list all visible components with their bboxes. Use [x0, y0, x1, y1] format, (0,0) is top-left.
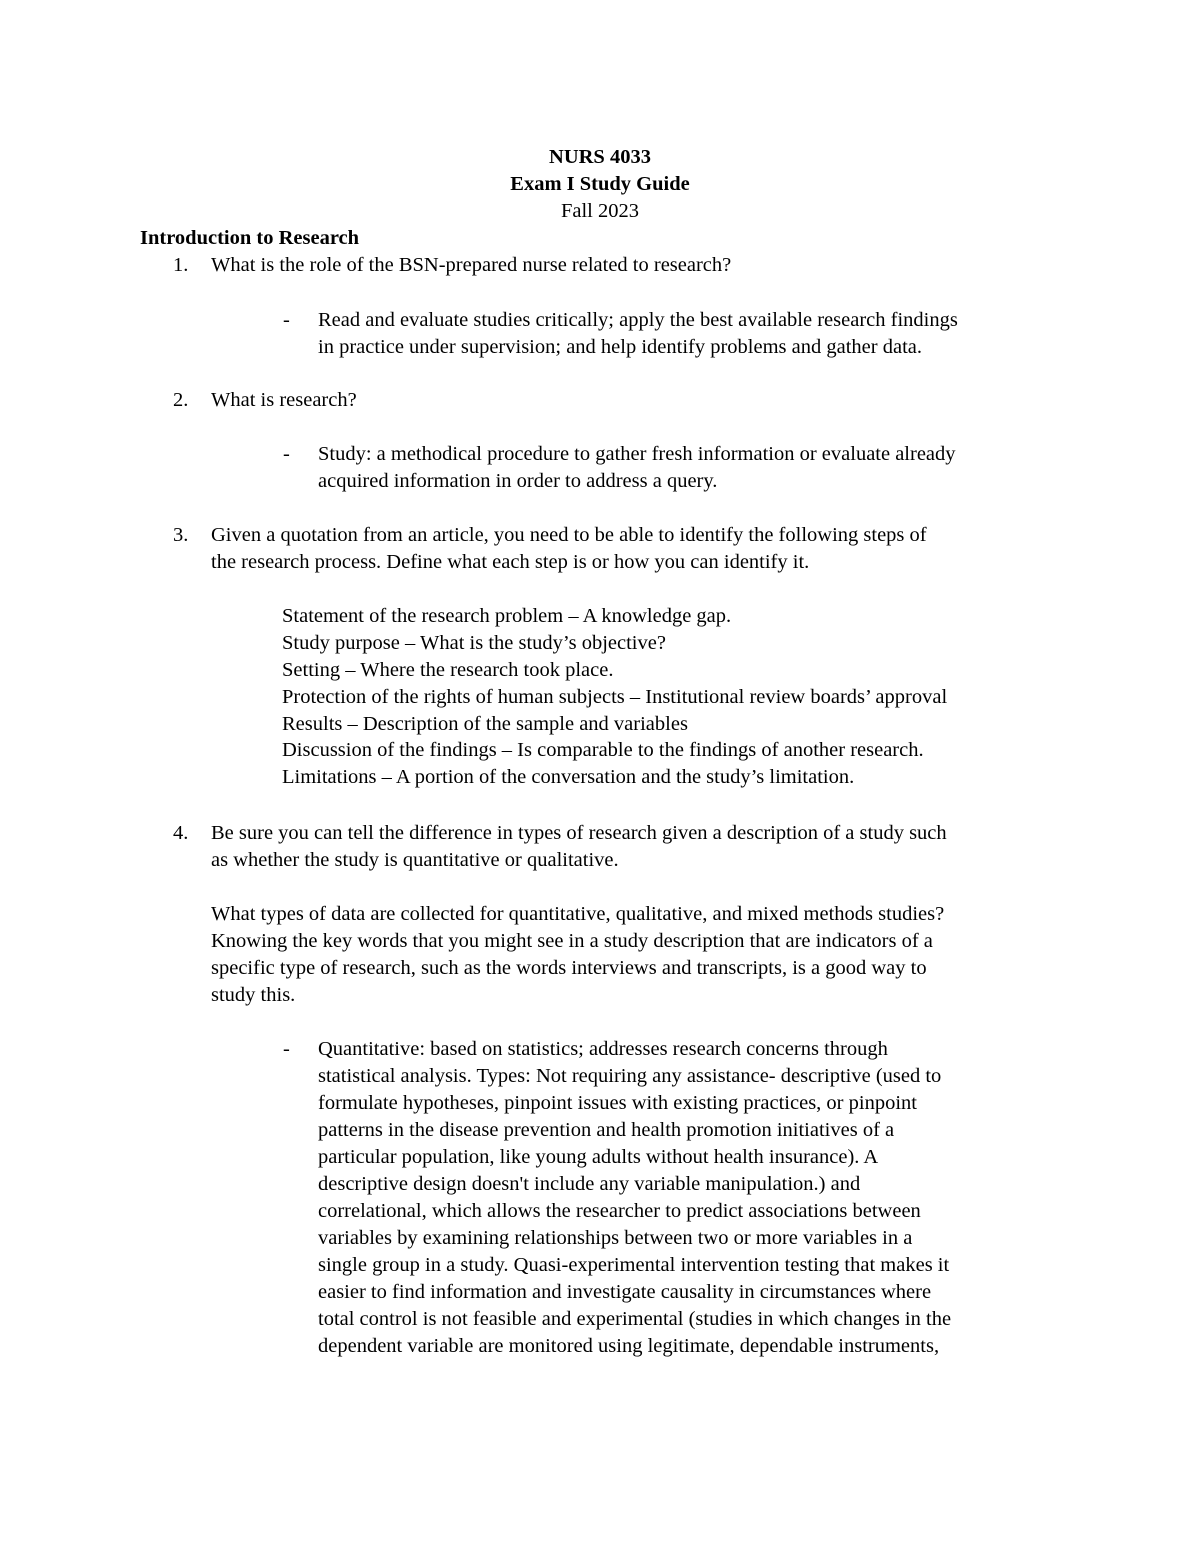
q3-text-line: Given a quotation from an article, you need to be able to identify the following steps of [211, 524, 927, 546]
q3-text-line: the research process. Define what each step is or how you can identify it. [211, 551, 810, 573]
q2-answer-line: Study: a methodical procedure to gather fresh information or evaluate already [318, 443, 956, 465]
q1-answer-line: Read and evaluate studies critically; apply the best available research findings [318, 309, 958, 331]
q2-bullet-marker: - [283, 443, 290, 465]
q4-paragraph-line: specific type of research, such as the words interviews and transcripts, is a good way to [211, 957, 927, 979]
course-code: NURS 4033 [549, 146, 651, 168]
q4-paragraph-line: What types of data are collected for quantitative, qualitative, and mixed methods studies? [211, 903, 945, 925]
q4-answer-line: formulate hypotheses, pinpoint issues with existing practices, or pinpoint [318, 1092, 917, 1114]
research-step: Study purpose – What is the study’s objective? [282, 632, 666, 654]
q4-number: 4. [173, 822, 189, 844]
research-step: Statement of the research problem – A knowledge gap. [282, 605, 732, 627]
q2-answer-line: acquired information in order to address a query. [318, 470, 718, 492]
q1-number: 1. [173, 254, 189, 276]
q4-answer-line: descriptive design doesn't include any variable manipulation.) and [318, 1173, 861, 1195]
document-title: Exam I Study Guide [510, 173, 690, 195]
research-step: Setting – Where the research took place. [282, 659, 614, 681]
research-step: Protection of the rights of human subjects – Institutional review boards’ approval [282, 686, 948, 708]
q4-answer-line: particular population, like young adults without health insurance). A [318, 1146, 879, 1168]
q4-answer-line: variables by examining relationships between two or more variables in a [318, 1227, 913, 1249]
q4-answer-line: dependent variable are monitored using legitimate, dependable instruments, [318, 1335, 940, 1357]
q4-answer-line: correlational, which allows the researcher to predict associations between [318, 1200, 921, 1222]
q4-answer-line: patterns in the disease prevention and health promotion initiatives of a [318, 1119, 895, 1141]
q4-text-line: Be sure you can tell the difference in types of research given a description of a study such [211, 822, 947, 844]
section-heading: Introduction to Research [140, 227, 360, 249]
q1-answer-line: in practice under supervision; and help identify problems and gather data. [318, 336, 922, 358]
q4-paragraph-line: study this. [211, 984, 296, 1006]
q4-answer-line: Quantitative: based on statistics; addresses research concerns through [318, 1038, 888, 1060]
term: Fall 2023 [560, 200, 640, 222]
q2-text: What is research? [211, 389, 357, 411]
q4-paragraph-line: Knowing the key words that you might see in a study description that are indicators of a [211, 930, 933, 952]
q4-text-line: as whether the study is quantitative or qualitative. [211, 849, 619, 871]
q1-text: What is the role of the BSN-prepared nurse related to research? [211, 254, 732, 276]
q4-bullet-marker: - [283, 1038, 290, 1060]
research-step: Limitations – A portion of the conversation and the study’s limitation. [282, 766, 855, 788]
q1-bullet-marker: - [283, 309, 290, 331]
q4-answer-line: single group in a study. Quasi-experimental intervention testing that makes it [318, 1254, 950, 1276]
q4-answer-line: statistical analysis. Types: Not requiring any assistance- descriptive (used to [318, 1065, 942, 1087]
q3-number: 3. [173, 524, 189, 546]
q2-number: 2. [173, 389, 189, 411]
q4-answer-line: easier to find information and investigate causality in circumstances where [318, 1281, 932, 1303]
research-step: Discussion of the findings – Is comparable to the findings of another research. [282, 739, 924, 761]
research-step: Results – Description of the sample and variables [282, 713, 688, 735]
q4-answer-line: total control is not feasible and experimental (studies in which changes in the [318, 1308, 952, 1330]
